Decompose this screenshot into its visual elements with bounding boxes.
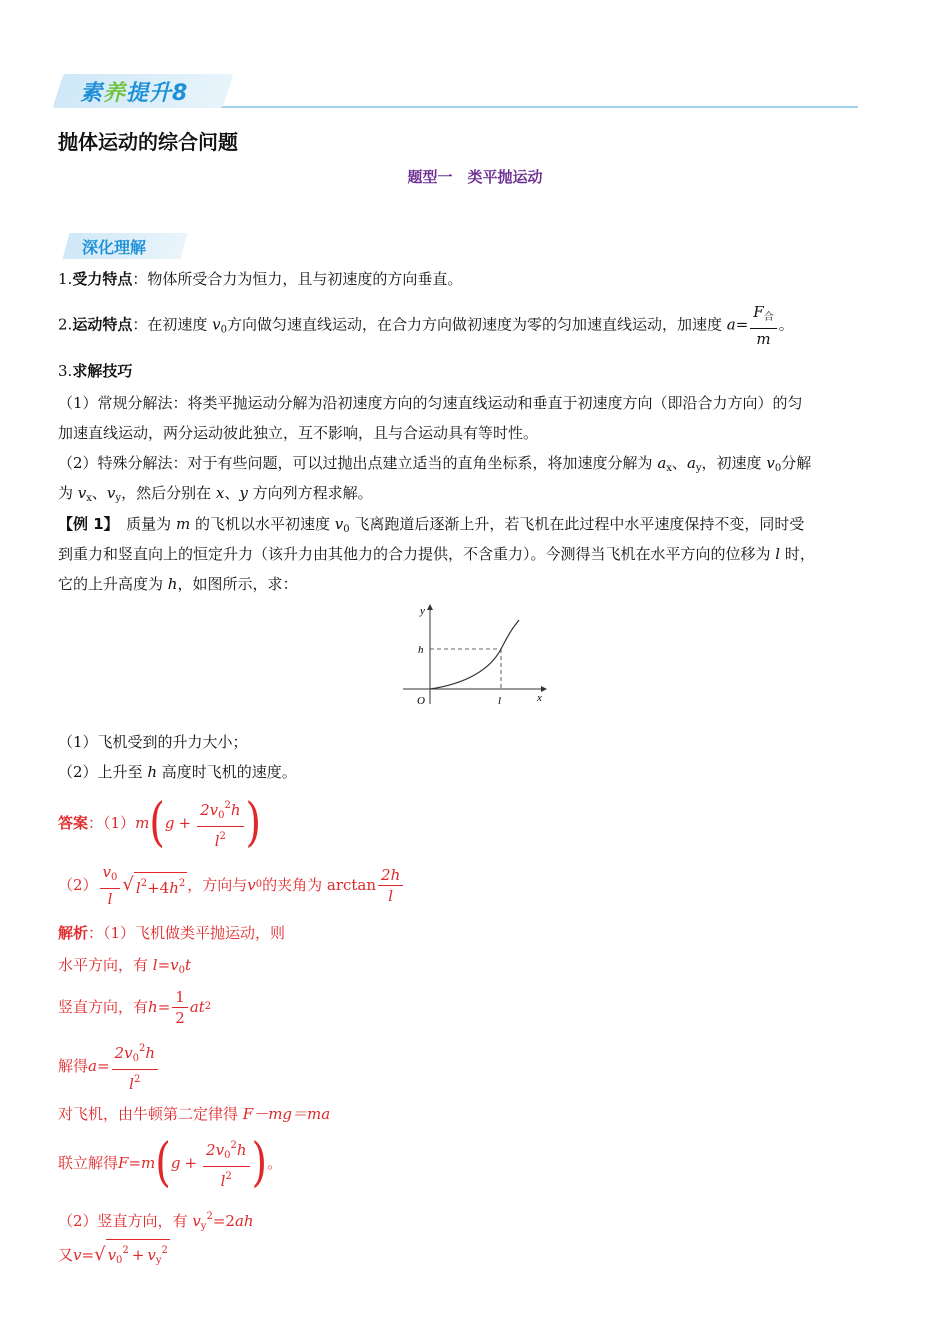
text: 的夹角为 arctan xyxy=(262,876,377,894)
v-symbol: v xyxy=(106,484,116,502)
text: 为 xyxy=(58,484,78,502)
banner-title xyxy=(80,76,188,107)
num: 2h xyxy=(381,865,401,884)
accel-fraction xyxy=(750,302,776,349)
num: 1 xyxy=(172,987,188,1008)
h-symbol: h xyxy=(147,763,157,781)
eq: = xyxy=(157,998,171,1016)
subscript: 0 xyxy=(132,1052,139,1064)
text: 时， xyxy=(780,545,815,563)
t-symbol: t xyxy=(185,956,192,974)
l-symbol: l xyxy=(775,545,781,563)
h-symbol: h xyxy=(236,1140,247,1159)
text: 方向列方程求解。 xyxy=(247,484,373,502)
superscript: 2 xyxy=(206,1211,213,1222)
banner-part1: 素 xyxy=(80,81,104,106)
a-symbol: a xyxy=(657,454,667,472)
subscript: 0 xyxy=(178,965,186,976)
point-3-2b xyxy=(58,482,373,510)
example-label: 【例 1】 xyxy=(58,515,112,533)
point-3-head: 求解技巧 xyxy=(72,362,133,380)
subscript: 0 xyxy=(116,1254,123,1266)
text: ：（1） xyxy=(88,814,136,832)
accel-fraction xyxy=(112,1039,158,1094)
a-eq: a= xyxy=(726,315,749,334)
l-symbol: l xyxy=(214,831,220,850)
solution-line-5 xyxy=(58,1103,330,1125)
section-tag xyxy=(66,233,184,259)
l-symbol: l xyxy=(152,956,158,974)
text: （2） xyxy=(58,876,98,894)
h-label: h xyxy=(418,644,424,656)
subscript: 0 xyxy=(224,1149,231,1161)
v-symbol: v xyxy=(334,515,344,533)
superscript: 2 xyxy=(138,1042,146,1054)
text: 对飞机，由牛顿第二定律得 xyxy=(58,1105,243,1123)
solution-label: 解析 xyxy=(58,924,89,942)
superscript: 2 xyxy=(140,877,148,889)
banner-num: 8 xyxy=(172,81,189,106)
point-1-head: 受力特点 xyxy=(72,270,133,288)
point-2-num: 2. xyxy=(58,315,73,334)
text: （2）特殊分解法：对于有些问题，可以过抛出点建立适当的直角坐标系，将加速度分解为 xyxy=(58,454,658,472)
point-3-2a xyxy=(58,452,811,480)
l-symbol: l xyxy=(388,886,394,905)
sep: 、 xyxy=(671,454,687,472)
answer-1 xyxy=(58,793,262,853)
subscript: 0 xyxy=(774,463,782,474)
point-3-1b: 加速直线运动，两分运动彼此独立，互不影响，且与合运动具有等时性。 xyxy=(58,424,539,442)
example-1-line-2 xyxy=(58,543,815,565)
m-symbol: m xyxy=(141,1154,156,1172)
solution-line-6 xyxy=(58,1133,283,1193)
point-2 xyxy=(58,302,794,349)
answer-label: 答案 xyxy=(58,814,89,832)
question-1: （1）飞机受到的升力大小； xyxy=(58,733,248,751)
subscript: y xyxy=(155,1254,162,1266)
h-symbol: h xyxy=(169,878,179,897)
subscript: 0 xyxy=(343,524,350,535)
eq: = xyxy=(96,1057,110,1075)
point-3-1a: （1）常规分解法：将类平抛运动分解为沿初速度方向的匀速直线运动和垂直于初速度方向（即沿合力方向）的匀 xyxy=(58,394,803,412)
example-1-line-3 xyxy=(58,573,297,595)
trajectory-figure xyxy=(395,600,550,712)
sqrt-sign: √ xyxy=(94,1244,106,1265)
lift-fraction xyxy=(203,1136,249,1191)
v-symbol: v xyxy=(102,862,112,881)
text: ，然后分别在 xyxy=(121,484,216,502)
question-2 xyxy=(58,761,297,783)
solution-line-7 xyxy=(58,1206,254,1238)
point-1-text: ：物体所受合力为恒力，且与初速度的方向垂直。 xyxy=(132,270,463,288)
l-symbol: l xyxy=(107,889,113,908)
text: 竖直方向，有 xyxy=(58,998,149,1016)
superscript: 2 xyxy=(133,1073,141,1085)
section-subtitle: 题型一 类平抛运动 xyxy=(407,168,543,186)
text: 的飞机以水平初速度 xyxy=(190,515,335,533)
text: 到重力和竖直向上的恒定升力（该升力由其他力的合力提供，不含重力）。今测得当飞机在水平方向的位移为 xyxy=(58,545,776,563)
superscript: 2 xyxy=(204,1001,212,1012)
text: （2）竖直方向，有 xyxy=(58,1212,193,1230)
eq: =2 xyxy=(212,1212,235,1230)
x-symbol: x xyxy=(215,484,225,502)
point-2-text-a: ：在初速度 xyxy=(132,315,213,334)
num: 2v xyxy=(206,1140,225,1159)
x-label: x xyxy=(537,692,542,704)
text: 分解 xyxy=(781,454,812,472)
page-title: 抛体运动的综合问题 xyxy=(58,130,238,154)
text: 飞离跑道后逐渐上升，若飞机在此过程中水平速度保持不变，同时受 xyxy=(349,515,805,533)
eq: = xyxy=(81,1246,95,1264)
superscript: 2 xyxy=(225,1170,232,1182)
sep: 、 xyxy=(91,484,107,502)
v-symbol: v xyxy=(247,876,256,894)
radicand xyxy=(134,872,187,899)
subscript: 0 xyxy=(111,871,118,883)
answer-fraction xyxy=(197,796,243,851)
subscript: x xyxy=(666,463,672,474)
text: ，如图所示，求： xyxy=(177,575,298,593)
y-symbol: y xyxy=(239,484,248,502)
point-3 xyxy=(58,360,132,382)
g-symbol: g xyxy=(164,814,175,832)
solution-line-1 xyxy=(58,922,285,944)
solution-line-8 xyxy=(58,1240,170,1270)
subscript: 0 xyxy=(218,809,225,821)
answer-2 xyxy=(58,860,405,910)
origin-label: O xyxy=(417,695,425,707)
he-subscript: 合 xyxy=(763,312,774,323)
plus: + xyxy=(178,814,192,832)
point-2-text-b: 方向做匀速直线运动，在合力方向做初速度为零的匀加速直线运动，加速度 xyxy=(226,315,727,334)
text: 高度时飞机的速度。 xyxy=(156,763,297,781)
text: 它的上升高度为 xyxy=(58,575,168,593)
point-2-head: 运动特点 xyxy=(72,315,133,334)
superscript: 2 xyxy=(219,830,226,842)
v-symbol: v xyxy=(192,1212,201,1230)
at-symbol: at xyxy=(189,998,205,1016)
text: （2）上升至 xyxy=(58,763,148,781)
text: ：（1）飞机做类平抛运动，则 xyxy=(88,924,286,942)
g-symbol: g xyxy=(170,1154,181,1172)
subscript: 0 xyxy=(220,324,227,336)
h-symbol: h xyxy=(148,998,158,1016)
section-banner xyxy=(58,70,858,114)
m-symbol: m xyxy=(756,330,771,348)
v0-over-l xyxy=(100,862,121,909)
sep: 、 xyxy=(224,484,240,502)
m-symbol: m xyxy=(135,814,150,832)
right-paren: ) xyxy=(251,1133,268,1193)
text: ，方向与 xyxy=(187,876,248,894)
y-label: y xyxy=(420,605,425,617)
superscript: 2 xyxy=(178,877,186,889)
banner-rule xyxy=(218,106,858,108)
point-1-num: 1. xyxy=(58,270,73,288)
right-paren: ) xyxy=(245,793,262,853)
F-symbol: F xyxy=(753,303,764,321)
F-symbol: F xyxy=(118,1154,129,1172)
text: 水平方向，有 xyxy=(58,956,153,974)
point-2-end: 。 xyxy=(778,315,794,334)
solution-line-3 xyxy=(58,984,211,1030)
subscript: y xyxy=(115,493,122,504)
text: 解得 xyxy=(58,1057,89,1075)
plus: + xyxy=(184,1154,198,1172)
text: 质量为 xyxy=(111,515,176,533)
example-1-line-1 xyxy=(58,513,804,541)
banner-part3: 提升 xyxy=(126,81,173,106)
left-paren: ( xyxy=(155,1133,171,1193)
a-symbol: a xyxy=(686,454,696,472)
y-axis-arrow xyxy=(427,604,433,610)
left-paren: ( xyxy=(149,793,165,853)
den: 2 xyxy=(175,1008,185,1027)
x-axis-arrow xyxy=(541,686,547,692)
subscript: x xyxy=(86,493,92,504)
plus: + xyxy=(131,1245,145,1264)
superscript: 2 xyxy=(224,799,231,811)
radicand xyxy=(106,1239,170,1272)
v-symbol: v xyxy=(77,484,87,502)
l-symbol: l xyxy=(135,878,141,897)
ah-symbol: ah xyxy=(234,1212,254,1230)
m-symbol: m xyxy=(175,515,191,533)
eq: = xyxy=(128,1154,142,1172)
sqrt-sign: √ xyxy=(122,874,134,895)
text: 又 xyxy=(58,1246,74,1264)
h-symbol: h xyxy=(230,800,241,819)
superscript: 2 xyxy=(230,1139,237,1151)
num: 2v xyxy=(114,1043,133,1062)
half-fraction xyxy=(172,987,188,1028)
eq: = xyxy=(157,956,171,974)
v-symbol: v xyxy=(73,1246,82,1264)
point-3-num: 3. xyxy=(58,362,73,380)
h-symbol: h xyxy=(145,1043,155,1062)
banner-part2: 养 xyxy=(103,81,127,106)
v-symbol: v xyxy=(107,1245,117,1264)
a-symbol: a xyxy=(88,1057,97,1075)
text: ，初速度 xyxy=(701,454,767,472)
text: +4 xyxy=(147,878,170,897)
arctan-fraction xyxy=(378,865,403,906)
v-symbol: v xyxy=(766,454,775,472)
v-symbol: v xyxy=(147,1245,156,1264)
subscript: y xyxy=(695,463,702,474)
num: 2v xyxy=(200,800,219,819)
section-tag-label: 深化理解 xyxy=(82,238,147,257)
subscript: 0 xyxy=(255,879,263,890)
solution-line-2 xyxy=(58,954,191,982)
superscript: 2 xyxy=(122,1244,129,1256)
v-symbol: v xyxy=(212,315,221,334)
text: 联立解得 xyxy=(58,1154,119,1172)
trajectory-curve xyxy=(430,620,519,689)
l-symbol: l xyxy=(129,1074,134,1093)
v-symbol: v xyxy=(170,956,179,974)
text: 。 xyxy=(267,1154,283,1172)
solution-line-4 xyxy=(58,1042,160,1093)
superscript: 2 xyxy=(161,1244,168,1256)
l-label: l xyxy=(498,695,502,707)
newton-equation: F－mg＝ma xyxy=(242,1105,331,1123)
h-symbol: h xyxy=(167,575,178,593)
point-1 xyxy=(58,268,462,290)
subscript: y xyxy=(200,1221,207,1232)
l-symbol: l xyxy=(220,1171,226,1190)
